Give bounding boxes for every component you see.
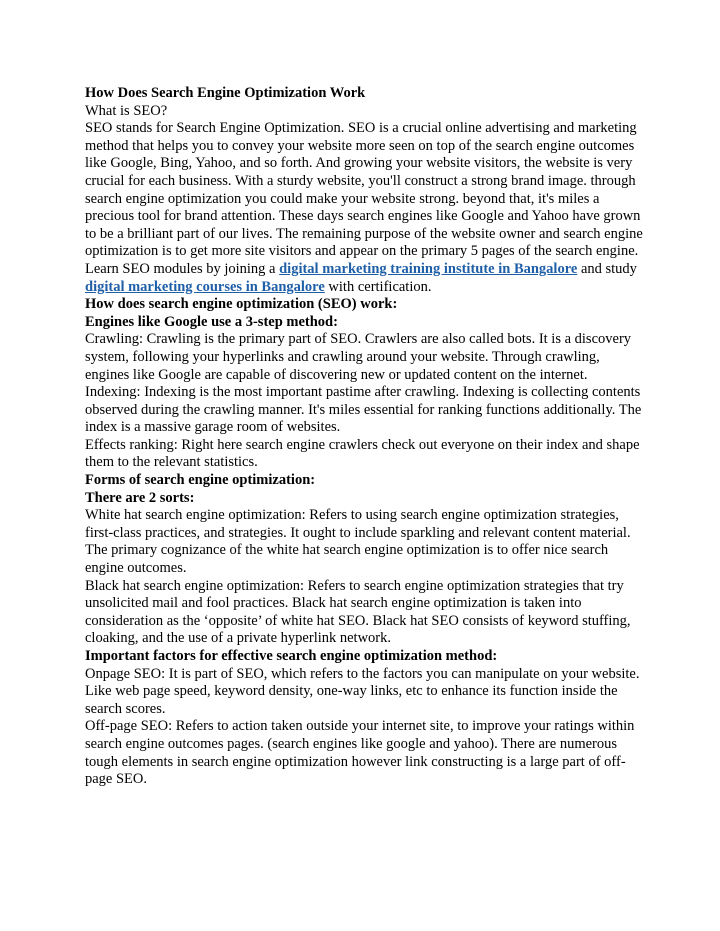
learn-prefix: Learn SEO modules by joining a: [85, 260, 280, 277]
white-hat-paragraph: White hat search engine optimization: Refers to using search engine optimization strategies, first-class practices, and strategies. It ought to include sparkling and relevant content material. The primary cognizance of the white hat search engine optimization is to offer nice search engine outcomes.: [85, 507, 631, 577]
heading-important-factors: Important factors for effective search engine optimization method:: [85, 648, 498, 664]
document-title: How Does Search Engine Optimization Work: [85, 85, 366, 101]
learn-mid: and study: [577, 260, 637, 277]
crawling-paragraph: Crawling: Crawling is the primary part of SEO. Crawlers are also called bots. It is a discovery system, following your hyperlinks and crawling around your website. Through crawling, engines like Google are capable of discovering new or updated content on the internet.: [85, 331, 632, 383]
heading-two-sorts: There are 2 sorts:: [85, 489, 195, 506]
onpage-seo-paragraph: Onpage SEO: It is part of SEO, which refers to the factors you can manipulate on your website. Like web page speed, keyword density, one-way links, etc to enhance its function inside the search scores.: [85, 665, 640, 717]
courses-link[interactable]: digital marketing courses in Bangalore: [85, 278, 325, 295]
what-is-seo-line: What is SEO?: [85, 102, 168, 119]
document-body: [85, 85, 645, 789]
intro-paragraph: SEO stands for Search Engine Optimization. SEO is a crucial online advertising and marketing method that helps you to convey your website more seen on top of the search engine outcomes like Google, Bing, Yahoo, and so forth. And growing your website visitors, the website is very crucial for each business. With a sturdy website, you'll construct a strong brand image. through search engine optimization you could make your website strong. beyond that, it's miles a precious tool for brand attention. These days search engines like Google and Yahoo have grown to be a brilliant part of our lives. The remaining purpose of the website owner and search engine optimization is to get more site visitors and appear on the primary 5 pages of the search engine.: [85, 120, 643, 260]
indexing-paragraph: Indexing: Indexing is the most important pastime after crawling. Indexing is collecting contents observed during the crawling manner. It's miles essential for ranking functions additionally. The index is a massive garage room of websites.: [85, 384, 642, 436]
learn-paragraph: [85, 261, 645, 296]
heading-how-seo-works: How does search engine optimization (SEO) work:: [85, 296, 398, 313]
effects-ranking-paragraph: Effects ranking: Right here search engine crawlers check out everyone on their index and shape them to the relevant statistics.: [85, 436, 640, 471]
offpage-seo-paragraph: Off-page SEO: Refers to action taken outside your internet site, to improve your ratings within search engine outcomes pages. (search engines like google and yahoo). There are numerous tough elements in search engine optimization however link constructing is a large part of off-page SEO.: [85, 718, 635, 788]
black-hat-paragraph: Black hat search engine optimization: Refers to search engine optimization strategies that try unsolicited mail and fool practices. Black hat search engine optimization is taken into consideration as the ‘opposite’ of white hat SEO. Black hat SEO consists of keyword stuffing, cloaking, and the use of a private hyperlink network.: [85, 577, 631, 647]
heading-three-step-method: Engines like Google use a 3-step method:: [85, 313, 338, 330]
learn-suffix: with certification.: [324, 278, 432, 295]
heading-forms-of-seo: Forms of search engine optimization:: [85, 472, 316, 489]
training-institute-link[interactable]: digital marketing training institute in Bangalore: [279, 260, 578, 277]
